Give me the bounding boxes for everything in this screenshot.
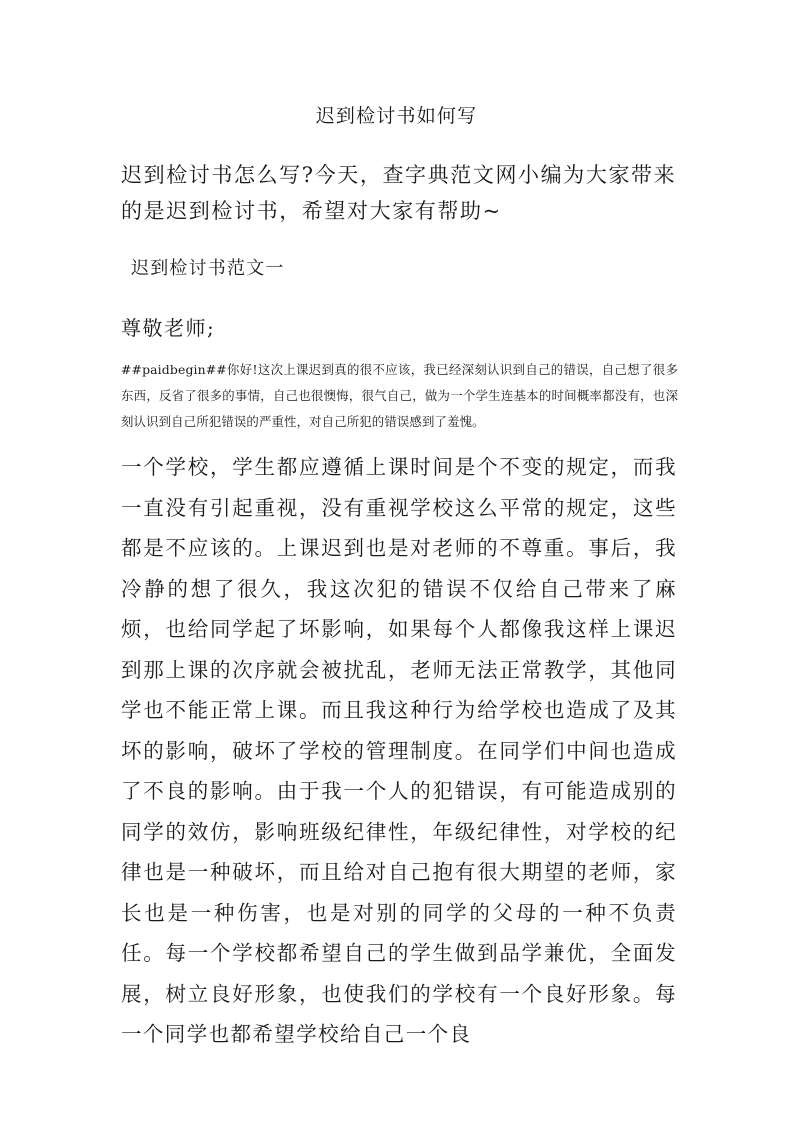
- body-paragraph-small: ##paidbegin##你好!这次上课迟到真的很不应该，我已经深刻认识到自己的错误，自己想了很多东西，反省了很多的事情，自己也很懊悔，很气自己，做为一个学生连基本的时间概率都没有，也深刻认识到自己所犯错误的严重性，对自己所犯的错误感到了羞愧。: [121, 362, 678, 429]
- salutation: 尊敬老师;: [121, 316, 216, 340]
- section-heading: 迟到检讨书范文一: [131, 258, 285, 279]
- document-title: 迟到检讨书如何写: [315, 105, 478, 127]
- body-paragraph-main: 一个学校，学生都应遵循上课时间是个不变的规定，而我一直没有引起重视，没有重视学校这么平常的规定，这些都是不应该的。上课迟到也是对老师的不尊重。事后，我冷静的想了很久，我这次犯的错误不仅给自己带来了麻烦，也给同学起了坏影响，如果每个人都像我这样上课迟到那上课的次序就会被扰乱，老师无法正常教学，其他同学也不能正常上课。而且我这种行为给学校也造成了及其坏的影响，破坏了学校的管理制度。在同学们中间也造成了不良的影响。由于我一个人的犯错误，有可能造成别的同学的效仿，影响班级纪律性，年级纪律性，对学校的纪律也是一种破坏，而且给对自己抱有很大期望的老师，家长也是一种伤害，也是对别的同学的父母的一种不负责任。每一个学校都希望自己的学生做到品学兼优，全面发展，树立良好形象，也使我们的学校有一个良好形象。每一个同学也都希望学校给自己一个良: [121, 455, 677, 1046]
- intro-paragraph: 迟到检讨书怎么写?今天，查字典范文网小编为大家带来的是迟到检讨书，希望对大家有帮助~: [121, 163, 677, 223]
